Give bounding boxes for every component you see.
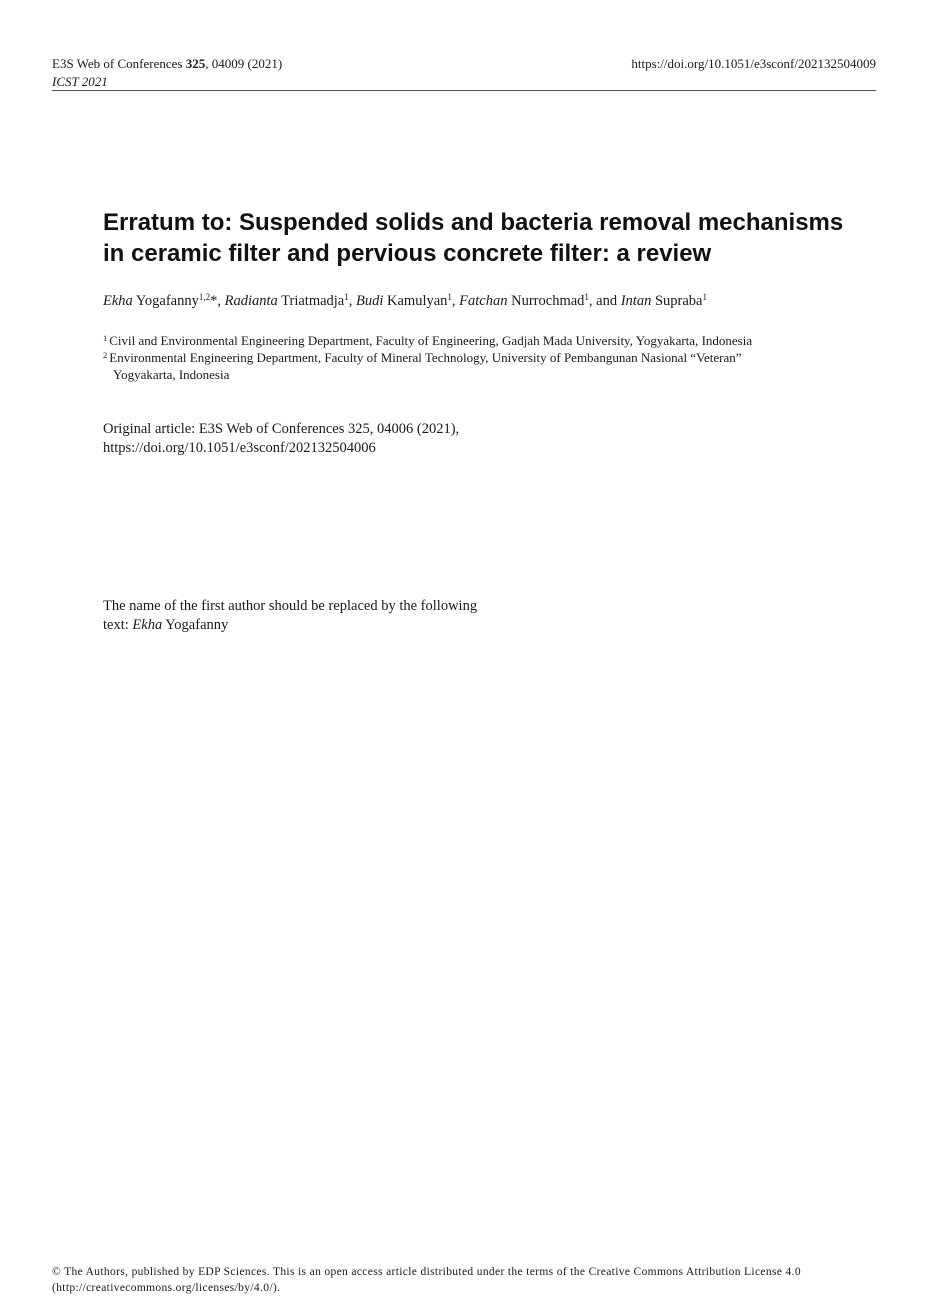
- author-family-name: Yogafanny: [132, 293, 199, 309]
- original-article-citation: Original article: E3S Web of Conferences 325, 04006 (2021),: [103, 421, 460, 437]
- author: [356, 293, 452, 309]
- title-line-1: Erratum to: Suspended solids and bacteria removal mechanisms: [103, 209, 844, 236]
- journal-citation: [52, 55, 282, 73]
- author-family-name: Triatmadja: [277, 293, 345, 309]
- header-divider: [52, 90, 876, 91]
- page-header: [52, 55, 876, 91]
- author-affiliation-ref: 1: [584, 292, 589, 302]
- author-separator: ,: [348, 293, 356, 309]
- author: [103, 293, 217, 309]
- author-given-name: Budi: [356, 293, 384, 309]
- corrected-family-name: Yogafanny: [162, 617, 229, 633]
- paper-title: [103, 207, 893, 269]
- erratum-line-1: The name of the first author should be replaced by the following: [103, 598, 478, 614]
- corresponding-mark: *: [210, 293, 218, 309]
- affiliation-item: [103, 349, 883, 366]
- author-affiliation-ref: 1: [702, 292, 707, 302]
- author: [621, 293, 707, 309]
- author-separator: ,: [451, 293, 460, 309]
- author-affiliation-ref: 1,2: [198, 292, 211, 302]
- author-family-name: Supraba: [651, 293, 703, 309]
- author-conjunction: and: [596, 293, 621, 309]
- author: [225, 293, 349, 309]
- title-line-2: in ceramic filter and pervious concrete filter: a review: [103, 240, 712, 267]
- author-affiliation-ref: 1: [447, 292, 452, 302]
- journal-volume: 325: [185, 56, 206, 71]
- corrected-given-name: Ekha: [132, 617, 163, 633]
- affiliation-text: Environmental Engineering Department, Faculty of Mineral Technology, University of Pembangunan Nasional “Veteran”: [109, 350, 742, 365]
- erratum-line-2: [103, 616, 477, 635]
- doi-link[interactable]: https://doi.org/10.1051/e3sconf/202132504009: [631, 56, 876, 71]
- affiliation-text-continued: Yogyakarta, Indonesia: [113, 367, 230, 382]
- header-row: [52, 55, 876, 73]
- license-statement: © The Authors, published by EDP Sciences. This is an open access article distributed under the terms of the Creative Commons Attribution License 4.0: [52, 1266, 801, 1278]
- affiliation-text: Civil and Environmental Engineering Department, Faculty of Engineering, Gadjah Mada University, Yogyakarta, Indonesia: [109, 333, 753, 348]
- original-article-reference: [103, 420, 459, 458]
- conference-name: ICST 2021: [52, 74, 108, 89]
- author-family-name: Kamulyan: [383, 293, 448, 309]
- author-given-name: Radianta: [224, 293, 278, 309]
- author-family-name: Nurrochmad: [507, 293, 585, 309]
- affiliation-number: 2: [103, 350, 108, 360]
- author-affiliation-ref: 1: [344, 292, 349, 302]
- erratum-prefix: text:: [103, 617, 133, 633]
- author-given-name: Fatchan: [459, 293, 508, 309]
- author-given-name: Ekha: [103, 293, 133, 309]
- erratum-text: [103, 597, 477, 635]
- affiliation-number: 1: [103, 333, 108, 343]
- author: [459, 293, 589, 309]
- license-footer: [52, 1264, 801, 1296]
- journal-name: E3S Web of Conferences: [52, 56, 186, 71]
- article-number: , 04009 (2021): [205, 56, 283, 71]
- affiliation-item: [103, 332, 883, 349]
- license-url[interactable]: (http://creativecommons.org/licenses/by/4.0/).: [52, 1282, 281, 1294]
- author-separator: ,: [217, 293, 225, 309]
- affiliation-list: [103, 332, 883, 383]
- original-article-doi-link[interactable]: https://doi.org/10.1051/e3sconf/202132504006: [103, 440, 376, 456]
- author-given-name: Intan: [620, 293, 652, 309]
- author-separator: ,: [588, 293, 597, 309]
- author-list: [103, 291, 707, 311]
